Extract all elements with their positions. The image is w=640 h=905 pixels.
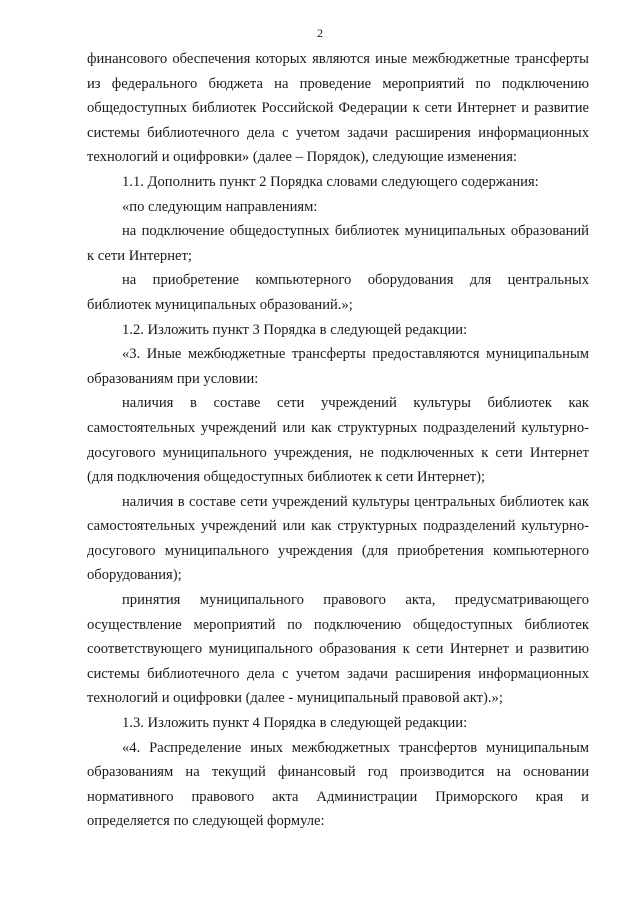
paragraph-1-2: 1.2. Изложить пункт 3 Порядка в следующей редакции: (122, 321, 468, 338)
document-body (87, 47, 589, 834)
paragraph-direction-internet: на подключение общедоступных библиотек муниципальных образований к сети Интернет; (87, 223, 589, 264)
page-number: 2 (317, 26, 323, 40)
paragraph-directions-intro: «по следующим направлениям: (122, 198, 318, 215)
paragraph-1-1: 1.1. Дополнить пункт 2 Порядка словами следующего содержания: (122, 173, 539, 190)
paragraph-condition-libraries: наличия в составе сети учреждений культуры библиотек как самостоятельных учреждений или как структурных подразделений культурно-досугового муниципального учреждения, не подключенных к сети Интернет (для подключения общедоступных библиотек к сети Интернет); (87, 395, 589, 486)
paragraph-continuation: финансового обеспечения которых являются иные межбюджетные трансферты из федерального бюджета на проведение мероприятий по подключению общедоступных библиотек Российской Федерации к сети Интернет и развитие системы библиотечного дела с учетом задачи расширения информационных технологий и оцифровки» (далее – Порядок), следующие изменения: (87, 51, 589, 166)
paragraph-1-3: 1.3. Изложить пункт 4 Порядка в следующей редакции: (122, 715, 468, 732)
paragraph-direction-equipment: на приобретение компьютерного оборудования для центральных библиотек муниципальных образований.»; (87, 272, 589, 313)
paragraph-point-3: «3. Иные межбюджетные трансферты предоставляются муниципальным образованиям при условии: (87, 346, 589, 387)
paragraph-point-4: «4. Распределение иных межбюджетных трансфертов муниципальным образованиям на текущий финансовый год производится на основании нормативного правового акта Администрации Приморского края и определяется по следующей формуле: (87, 739, 589, 830)
paragraph-condition-legal-act: принятия муниципального правового акта, предусматривающего осуществление мероприятий по подключению общедоступных библиотек соответствующего муниципального образования к сети Интернет и развитию системы библиотечного дела с учетом задачи расширения информационных технологий и оцифровки (далее - муниципальный правовой акт).»; (87, 592, 589, 707)
paragraph-condition-central-libraries: наличия в составе сети учреждений культуры центральных библиотек как самостоятельных учреждений или как структурных подразделений культурно-досугового муниципального учреждения (для приобретения компьютерного оборудования); (87, 493, 589, 584)
